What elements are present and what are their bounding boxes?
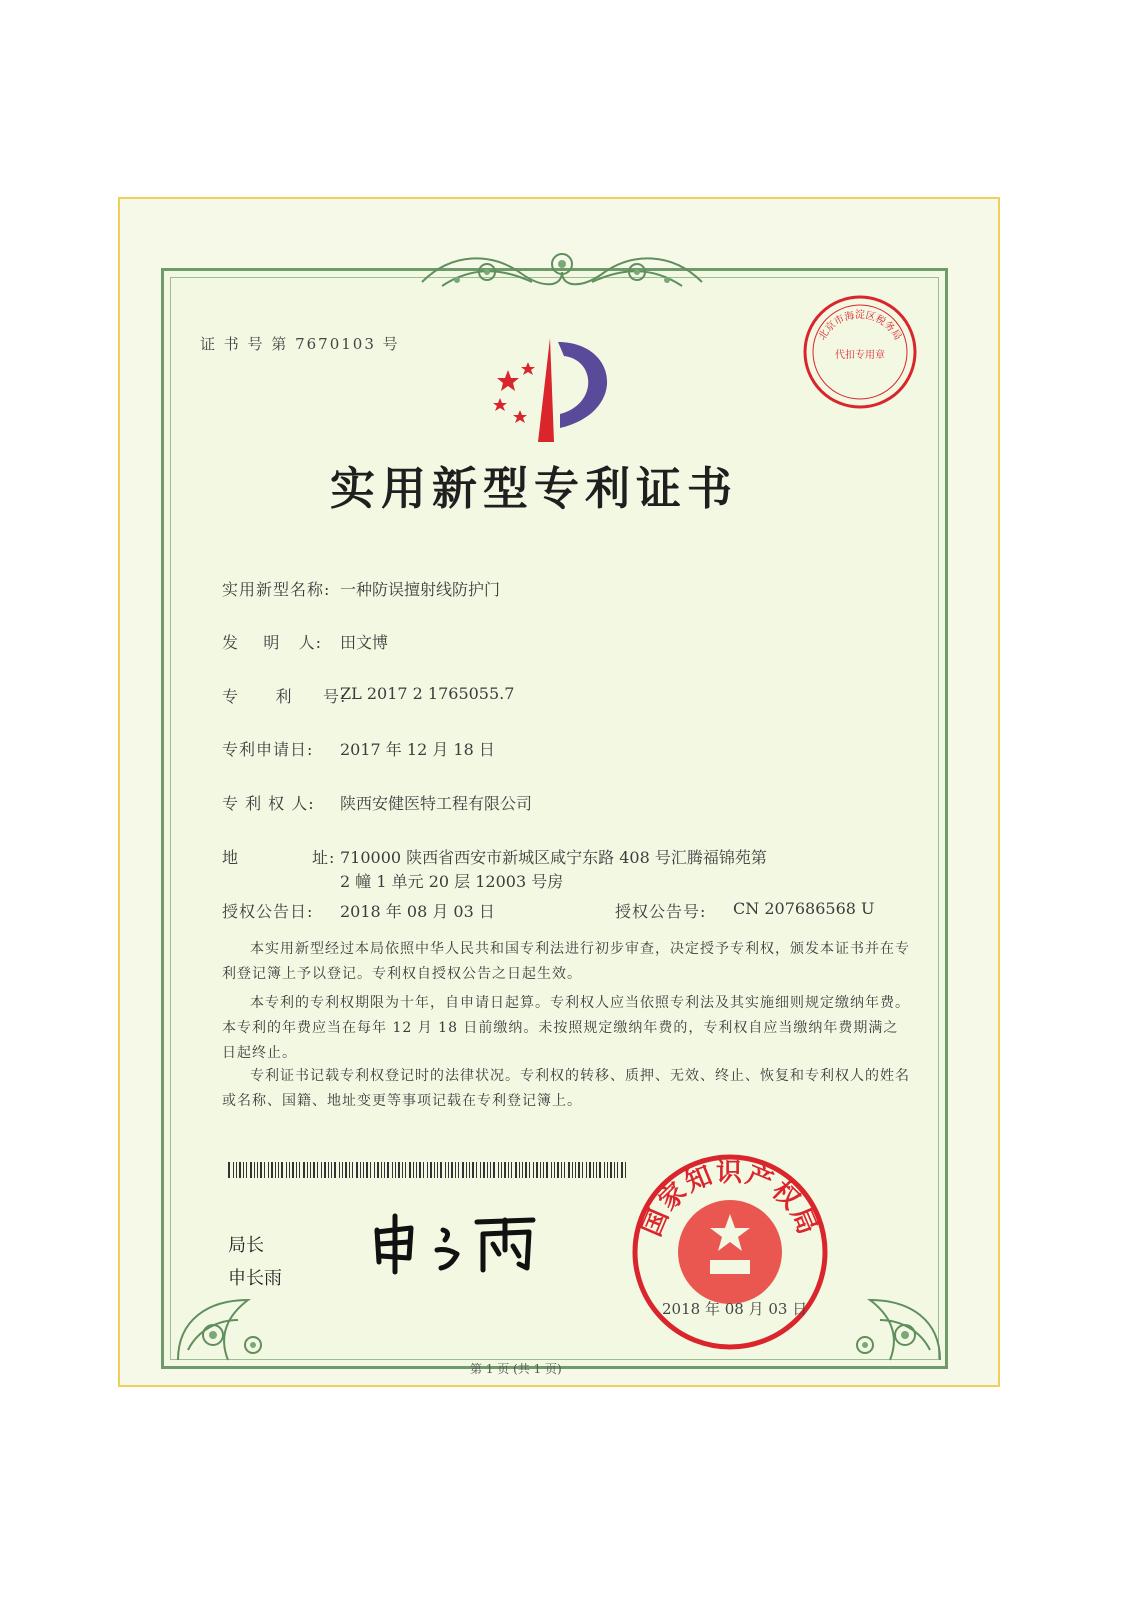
barcode-bar	[472, 1162, 474, 1178]
barcode-bar	[317, 1162, 318, 1178]
barcode-bar	[525, 1162, 527, 1178]
barcode-bar	[440, 1162, 442, 1178]
barcode-bar	[493, 1162, 495, 1178]
barcode-bar	[275, 1162, 276, 1178]
barcode-bar	[564, 1162, 565, 1178]
certificate-number: 证 书 号 第 7670103 号	[200, 335, 400, 353]
signer-title: 局长	[228, 1235, 264, 1256]
barcode-bar	[487, 1162, 488, 1178]
field-label-inventor: 发 明 人:	[222, 633, 322, 652]
signer-name: 申长雨	[228, 1268, 282, 1289]
barcode-bar	[511, 1162, 512, 1178]
field-value-patentee: 陕西安健医特工程有限公司	[340, 794, 533, 813]
barcode-bar	[551, 1162, 552, 1178]
barcode-bar	[409, 1162, 411, 1178]
barcode-bar	[586, 1162, 587, 1178]
barcode-bar	[271, 1162, 273, 1178]
barcode-bar	[543, 1162, 544, 1178]
barcode-bar	[557, 1162, 559, 1178]
field-value-filing-date: 2017 年 12 月 18 日	[340, 740, 495, 759]
barcode-bar	[455, 1162, 456, 1178]
patent-office-logo-icon	[488, 332, 628, 447]
seal-ring-text: 国家知识产权局	[637, 1158, 823, 1241]
barcode-bar	[445, 1162, 446, 1178]
barcode-bar	[462, 1162, 464, 1178]
barcode-bar	[374, 1162, 375, 1178]
barcode-bar	[430, 1162, 432, 1178]
field-label-filing-date: 专利申请日:	[222, 740, 314, 759]
barcode-bar	[392, 1162, 393, 1178]
field-value-name: 一种防误擅射线防护门	[340, 580, 501, 599]
field-value-announce-no: CN 207686568 U	[733, 899, 875, 918]
barcode-bar	[289, 1162, 290, 1178]
barcode-bar	[533, 1162, 534, 1178]
barcode-bar	[423, 1162, 424, 1178]
barcode-bar	[254, 1162, 255, 1178]
barcode-bar	[366, 1162, 368, 1178]
barcode-bar	[596, 1162, 597, 1178]
barcode-bar	[260, 1162, 262, 1178]
barcode-bar	[614, 1162, 615, 1178]
barcode-icon	[228, 1162, 628, 1178]
barcode-bar	[349, 1162, 350, 1178]
barcode-bar	[377, 1162, 379, 1178]
handwritten-signature-icon	[365, 1210, 565, 1280]
barcode-bar	[540, 1162, 541, 1178]
barcode-bar	[398, 1162, 400, 1178]
barcode-bar	[529, 1162, 530, 1178]
barcode-bar	[546, 1162, 548, 1178]
barcode-bar	[243, 1162, 244, 1178]
barcode-bar	[451, 1162, 453, 1178]
barcode-bar	[568, 1162, 570, 1178]
small-seal-ring-text: 北京市海淀区税务局	[816, 310, 904, 343]
barcode-bar	[352, 1162, 353, 1178]
barcode-bar	[363, 1162, 364, 1178]
barcode-bar	[299, 1162, 300, 1178]
barcode-bar	[313, 1162, 315, 1178]
barcode-bar	[413, 1162, 414, 1178]
barcode-bar	[522, 1162, 523, 1178]
barcode-bar	[515, 1162, 517, 1178]
barcode-bar	[307, 1162, 308, 1178]
barcode-bar	[345, 1162, 347, 1178]
barcode-bar	[610, 1162, 612, 1178]
barcode-bar	[228, 1162, 230, 1178]
barcode-bar	[387, 1162, 389, 1178]
barcode-bar	[292, 1162, 294, 1178]
field-value-address-line2: 2 幢 1 单元 20 层 12003 号房	[340, 872, 564, 891]
barcode-bar	[395, 1162, 396, 1178]
barcode-bar	[310, 1162, 311, 1178]
barcode-bar	[599, 1162, 601, 1178]
barcode-bar	[508, 1162, 509, 1178]
barcode-bar	[296, 1162, 297, 1178]
barcode-bar	[324, 1162, 326, 1178]
barcode-bar	[278, 1162, 279, 1178]
field-value-address: 710000 陕西省西安市新城区咸宁东路 408 号汇腾福锦苑第	[340, 848, 767, 867]
barcode-bar	[264, 1162, 265, 1178]
seal-date: 2018 年 08 月 03 日	[662, 1300, 808, 1318]
barcode-bar	[504, 1162, 506, 1178]
barcode-bar	[419, 1162, 421, 1178]
barcode-bar	[437, 1162, 438, 1178]
barcode-bar	[239, 1162, 241, 1178]
barcode-bar	[519, 1162, 520, 1178]
barcode-bar	[582, 1162, 583, 1178]
paragraph-grant: 本实用新型经过本局依照中华人民共和国专利法进行初步审查，决定授予专利权，颁发本证书并在专利登记簿上予以登记。专利权自授权公告之日起生效。	[222, 941, 910, 982]
barcode-bar	[490, 1162, 491, 1178]
barcode-bar	[339, 1162, 340, 1178]
barcode-bar	[572, 1162, 573, 1178]
barcode-bar	[536, 1162, 538, 1178]
barcode-bar	[434, 1162, 435, 1178]
barcode-bar	[360, 1162, 361, 1178]
barcode-bar	[483, 1162, 485, 1178]
field-label-name: 实用新型名称:	[222, 580, 331, 599]
barcode-bar	[416, 1162, 417, 1178]
barcode-bar	[233, 1162, 234, 1178]
barcode-bar	[621, 1162, 623, 1178]
barcode-bar	[384, 1162, 385, 1178]
barcode-bar	[480, 1162, 481, 1178]
barcode-bar	[476, 1162, 477, 1178]
barcode-bar	[458, 1162, 459, 1178]
barcode-bar	[466, 1162, 467, 1178]
barcode-bar	[575, 1162, 576, 1178]
barcode-bar	[381, 1162, 382, 1178]
office-seal-icon	[630, 1152, 830, 1352]
barcode-bar	[370, 1162, 371, 1178]
barcode-bar	[250, 1162, 252, 1178]
barcode-bar	[334, 1162, 336, 1178]
small-seal-inner-text: 代扣专用章	[835, 350, 885, 361]
barcode-bar	[617, 1162, 618, 1178]
page-title: 实用新型专利证书	[330, 462, 739, 515]
barcode-bar	[448, 1162, 449, 1178]
barcode-bar	[427, 1162, 428, 1178]
barcode-bar	[589, 1162, 591, 1178]
barcode-bar	[268, 1162, 269, 1178]
tax-seal-icon	[800, 292, 920, 412]
field-value-inventor: 田文博	[340, 633, 389, 652]
barcode-bar	[281, 1162, 283, 1178]
barcode-bar	[469, 1162, 470, 1178]
barcode-bar	[554, 1162, 555, 1178]
barcode-bar	[625, 1162, 626, 1178]
bottom-right-ornament-icon	[830, 1260, 950, 1370]
barcode-bar	[286, 1162, 287, 1178]
paragraph-legal: 专利证书记载专利权登记时的法律状况。专利权的转移、质押、无效、终止、恢复和专利权人的姓名或名称、国籍、地址变更等事项记载在专利登记簿上。	[222, 1068, 910, 1109]
barcode-bar	[561, 1162, 562, 1178]
barcode-bar	[498, 1162, 499, 1178]
barcode-bar	[593, 1162, 594, 1178]
field-value-announce-date: 2018 年 08 月 03 日	[340, 902, 495, 921]
barcode-bar	[257, 1162, 258, 1178]
barcode-bar	[501, 1162, 502, 1178]
paragraph-term: 本专利的专利权期限为十年，自申请日起算。专利权人应当依照专利法及其实施细则规定缴纳年费。本专利的年费应当在每年 12 月 18 日前缴纳。未按照规定缴纳年费的，专利权自应当缴纳年费期满之日起终止。	[222, 995, 910, 1061]
top-ornament-icon	[412, 242, 712, 302]
barcode-bar	[402, 1162, 403, 1178]
barcode-bar	[321, 1162, 322, 1178]
page-number: 第 1 页 (共 1 页)	[470, 1362, 562, 1376]
field-value-patent-no: ZL 2017 2 1765055.7	[340, 684, 515, 703]
field-label-patent-no: 专 利 号:	[222, 687, 347, 706]
barcode-bar	[342, 1162, 343, 1178]
field-label-address: 地 址:	[222, 848, 336, 867]
barcode-bar	[607, 1162, 608, 1178]
barcode-bar	[236, 1162, 237, 1178]
barcode-bar	[328, 1162, 329, 1178]
barcode-bar	[331, 1162, 332, 1178]
barcode-bar	[356, 1162, 358, 1178]
barcode-bar	[303, 1162, 305, 1178]
svg-text:北京市海淀区税务局	[816, 308, 904, 342]
barcode-bar	[604, 1162, 605, 1178]
barcode-bar	[246, 1162, 247, 1178]
barcode-bar	[578, 1162, 580, 1178]
field-label-announce-date: 授权公告日:	[222, 902, 314, 921]
field-label-announce-no: 授权公告号:	[615, 902, 707, 921]
barcode-bar	[405, 1162, 406, 1178]
field-label-patentee: 专 利 权 人:	[222, 794, 315, 813]
